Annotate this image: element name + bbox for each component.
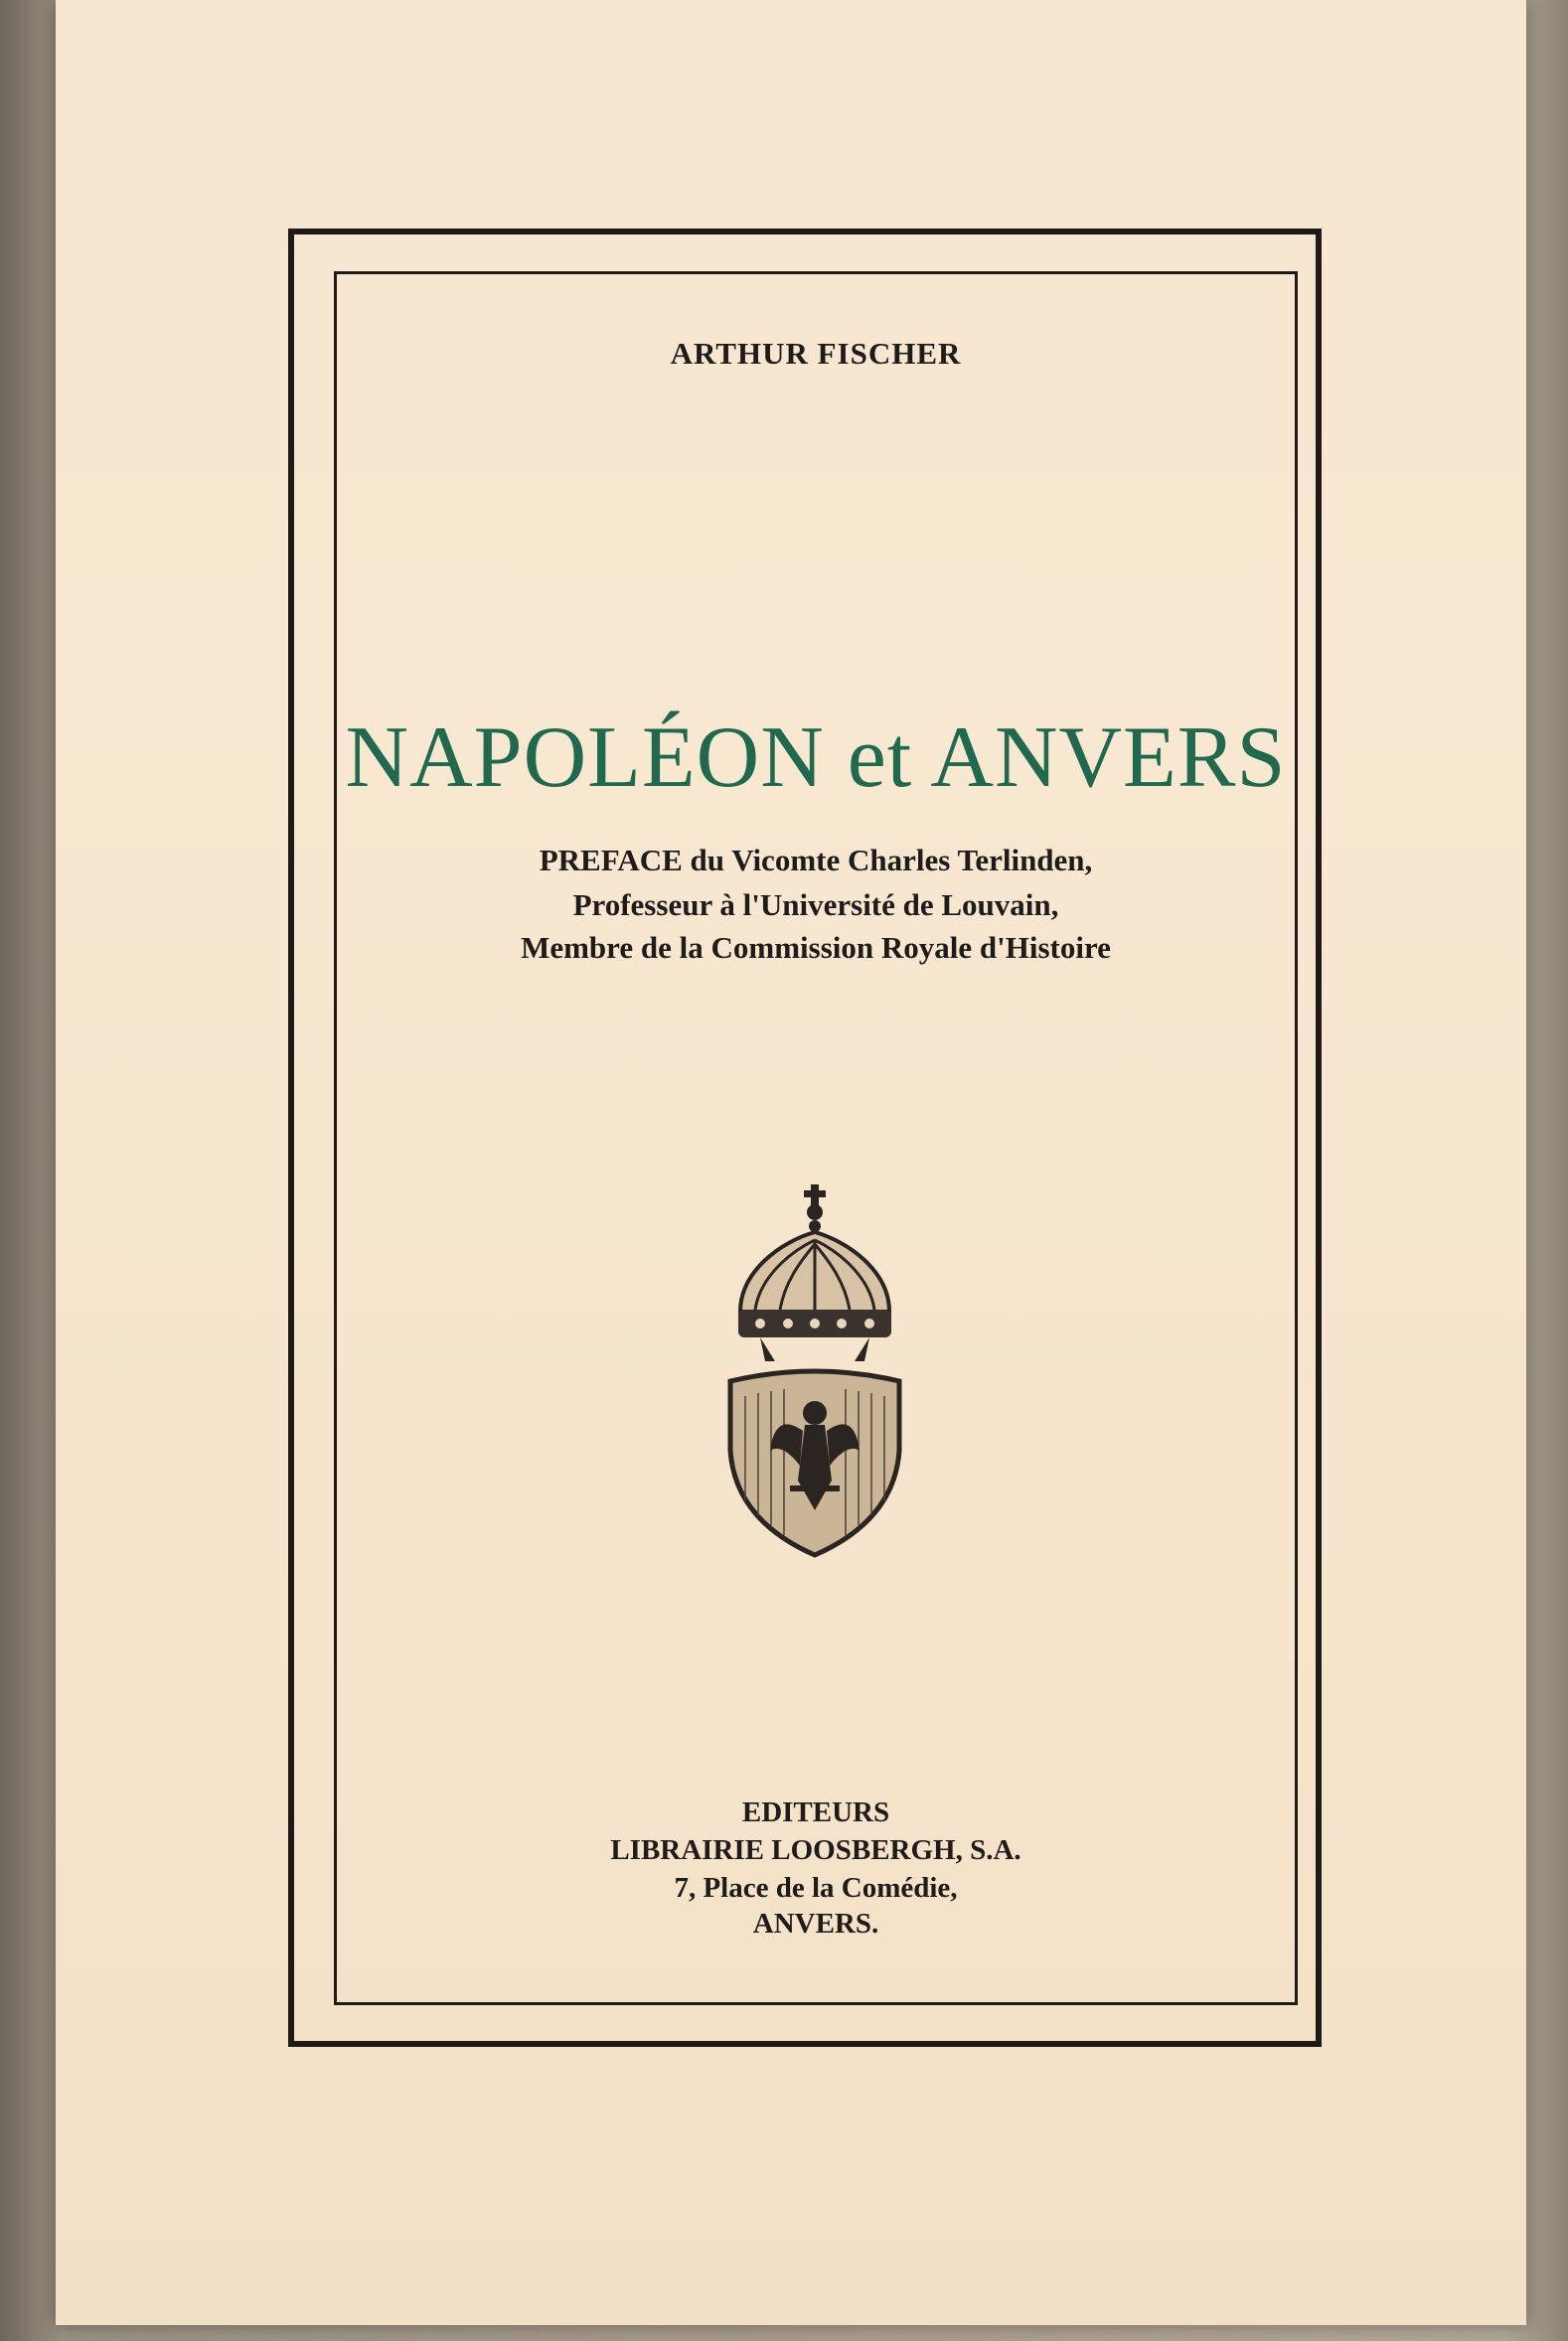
publisher-name: LIBRAIRIE LOOSBERGH, S.A.: [610, 1834, 1021, 1866]
publisher-address: 7, Place de la Comédie,: [674, 1872, 958, 1904]
preface-line-1: PREFACE du Vicomte Charles Terlinden,: [539, 843, 1093, 877]
publisher-city: ANVERS.: [752, 1908, 879, 1940]
author-name: ARTHUR FISCHER: [670, 336, 962, 371]
imperial-crest-icon: [720, 1182, 909, 1560]
publisher-label: EDITEURS: [741, 1796, 890, 1828]
preface-line-2: Professeur à l'Université de Louvain,: [572, 887, 1059, 922]
preface-line-3: Membre de la Commission Royale d'Histoire: [521, 930, 1111, 965]
inner-border-frame: [334, 271, 1298, 2005]
book-title: NAPOLÉON et ANVERS: [345, 709, 1287, 806]
